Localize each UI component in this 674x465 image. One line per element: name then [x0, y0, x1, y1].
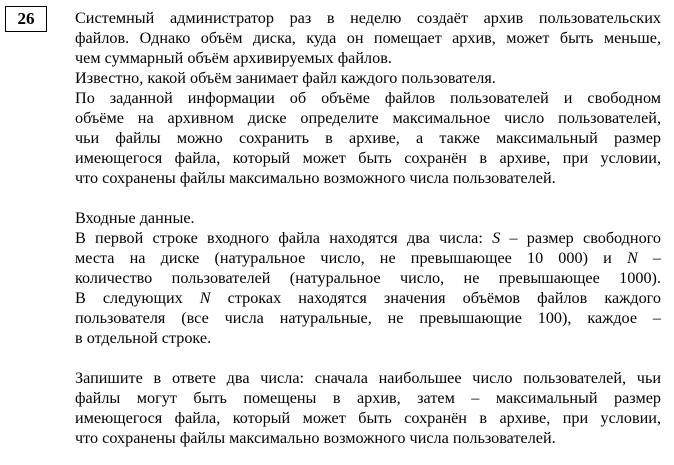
- variable-n: N: [626, 249, 638, 267]
- text-line: имеющегося файла, который может быть сохранён в архиве, при условии,: [75, 149, 661, 167]
- variable-s: S: [492, 229, 501, 247]
- answer-paragraph: [75, 368, 661, 448]
- task-paragraph: [75, 88, 661, 188]
- text-line: количество пользователей (натуральное число, не превышающее 1000).: [75, 269, 661, 287]
- task-text: [75, 8, 661, 448]
- text-line: Запишите в ответе два числа: сначала наибольшее число пользователей, чьи: [75, 369, 661, 387]
- spacer: [75, 348, 661, 368]
- text-line: В следующих N строках находятся значения объёмов файлов каждого: [75, 289, 661, 307]
- text-line: чьи файлы можно сохранить в архиве, а также максимальный размер: [75, 129, 661, 147]
- text-line: Известно, какой объём занимает файл каждого пользователя.: [75, 69, 496, 87]
- input-description: [75, 228, 661, 348]
- text-line: в отдельной строке.: [75, 329, 212, 347]
- text-line: что сохранены файлы максимально возможного числа пользователей.: [75, 169, 556, 187]
- text-line: По заданной информации об объёме файлов пользователей и свободном: [75, 89, 661, 107]
- text-line: файлов. Однако объём диска, куда он помещает архив, может быть меньше,: [75, 29, 661, 47]
- text-line: объёме на архивном диске определите максимальное число пользователей,: [75, 109, 661, 127]
- text-line: чем суммарный объём архивируемых файлов.: [75, 49, 392, 67]
- text-line: Системный администратор раз в неделю создаёт архив пользовательских: [75, 9, 661, 27]
- text-line: имеющегося файла, который может быть сохранён в архиве, при условии,: [75, 409, 661, 427]
- variable-n: N: [199, 289, 211, 307]
- task-number-box: 26: [5, 6, 47, 32]
- text-line: что сохранены файлы максимально возможного числа пользователей.: [75, 429, 556, 447]
- text-line: В первой строке входного файла находятся два числа: S – размер свободного: [75, 229, 662, 247]
- text-line: пользователя (все числа натуральные, не превышающие 100), каждое –: [75, 309, 661, 327]
- spacer: [75, 188, 661, 208]
- text-line: файлы могут быть помещены в архив, затем – максимальный размер: [75, 389, 661, 407]
- known-info-paragraph: [75, 68, 661, 88]
- input-heading: Входные данные.: [75, 209, 195, 227]
- text-line: места на диске (натуральное число, не превышающее 10 000) и N –: [75, 249, 661, 267]
- intro-paragraph: [75, 8, 661, 68]
